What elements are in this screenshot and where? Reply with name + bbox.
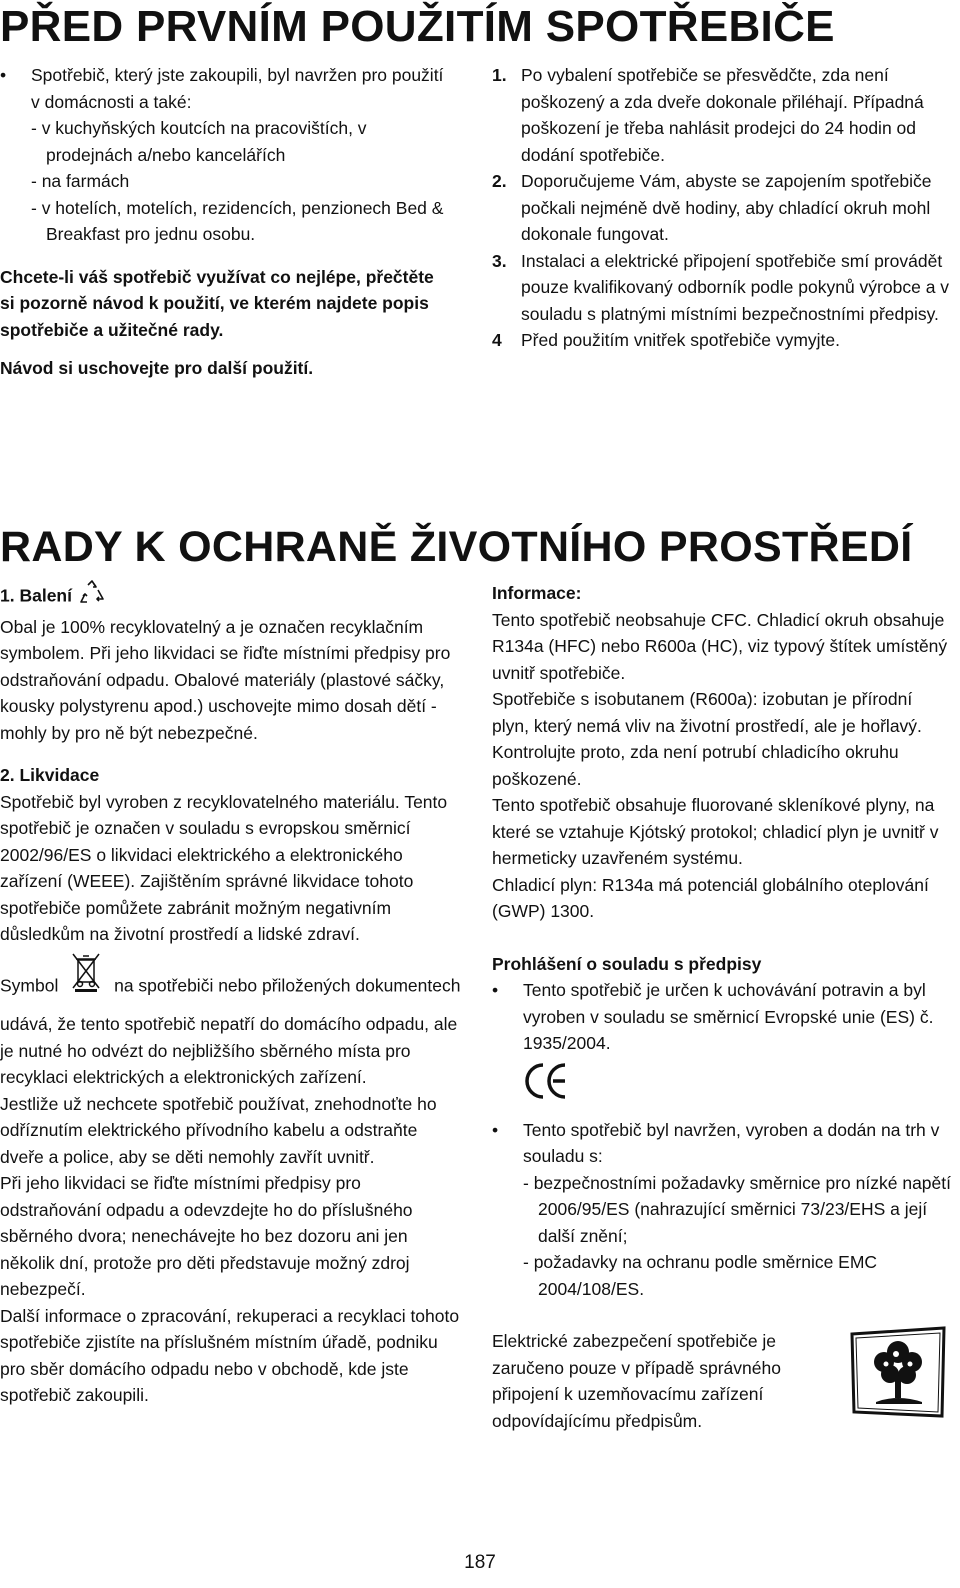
numbered-item	[492, 248, 952, 328]
list-item: - v kuchyňských koutcích na pracovištích, v prodejnách a/nebo kancelářích	[31, 118, 367, 165]
disposal-text: Spotřebič byl vyroben z recyklovatelného materiálu. Tento spotřebič je označen v souladu s evropskou směrnicí 2002/96/ES o likvidaci elektrického a elektronického zařízení (WEEE). Zajištěním správné likvidace tohoto spotřebiče pomůžete zabránit možným negativním důsledkům na životní prostředí a lidské zdraví.	[0, 791, 448, 944]
collection-text: Při jeho likvidaci se řiďte místními předpisy pro odstraňování odpadu a odevzdejte ho do příslušného sběrného dvora; nenechávejte ho bez dozoru ani jen několik dní, protože pro děti představuje možný zdroj nebezpečí.	[0, 1173, 413, 1299]
symbol-word: Symbol	[0, 974, 59, 995]
electrical-safety-block	[492, 1328, 954, 1434]
ce-mark-icon	[523, 1061, 571, 1109]
section1-left-column	[0, 62, 450, 382]
item-number: 4	[492, 330, 502, 350]
recycle-icon	[77, 580, 107, 614]
packaging-heading-row	[0, 580, 462, 614]
packaging-heading: 1. Balení	[0, 585, 72, 606]
section1-right-column	[492, 62, 952, 354]
cut-cable-text: Jestliže už nechcete spotřebič používat, znehodnoťte ho odříznutím elektrického přívodního kabelu a odstraňte dveře a police, aby se děti nemohly zavřít uvnitř.	[0, 1093, 437, 1167]
item-number: 3.	[492, 250, 507, 271]
conformity-text: Tento spotřebič je určen k uchovávání potravin a byl vyroben v souladu se směrnicí Evropské unie (ES) č. 1935/2004.	[523, 980, 934, 1053]
info-paragraph: Chladicí plyn: R134a má potenciál globálního oteplování (GWP) 1300.	[492, 874, 929, 921]
directive-item: - bezpečnostními požadavky směrnice pro nízké napětí 2006/95/ES (nahrazující směrnici 73/23/EHS a její další znění;	[523, 1172, 951, 1246]
conformity-bullet	[492, 1117, 954, 1303]
info-heading: Informace:	[492, 583, 582, 603]
conformity-heading: Prohlášení o souladu s předpisy	[492, 953, 762, 974]
list-item: - v hotelích, motelích, rezidencích, penzionech Bed & Breakfast pro jednu osobu.	[31, 197, 444, 244]
item-number: 2.	[492, 171, 507, 191]
item-number: 1.	[492, 65, 507, 85]
symbol-text: na spotřebiči nebo přiložených dokumentech udává, že tento spotřebič nepatří do domácího odpadu, ale je nutné ho odvézt do nejbližšího sběrného místa pro recyklaci elektrických a elektronických zařízení.	[0, 974, 461, 1087]
item-text: Doporučujeme Vám, abyste se zapojením spotřebiče počkali nejméně dvě hodiny, aby chladící okruh mohl dokonale fungovat.	[521, 171, 932, 244]
info-paragraph: Tento spotřebič obsahuje fluorované skleníkové plyny, na které se vztahuje Kjótský protokol; chladicí plyn je uvnitř v hermeticky uzavřeném systému.	[492, 795, 939, 868]
numbered-item	[492, 168, 952, 248]
section-title-environment: RADY K OCHRANĚ ŽIVOTNÍHO PROSTŘEDÍ	[0, 523, 913, 571]
item-text: Před použitím vnitřek spotřebiče vymyjte.	[521, 330, 841, 350]
page-title-before-first-use: PŘED PRVNÍM POUŽITÍM SPOTŘEBIČE	[0, 2, 835, 51]
electrical-safety-text: Elektrické zabezpečení spotřebiče je zaručeno pouze v případě správného připojení k uzemňovacímu zařízení odpovídajícímu předpisům.	[492, 1331, 781, 1431]
section2-left-column	[0, 580, 462, 1409]
intro-text: • Spotřebič, který jste zakoupili, byl navržen pro použití v domácnosti a také:	[31, 65, 444, 112]
item-text: Instalaci a elektrické připojení spotřebiče smí provádět pouze kvalifikovaný odborník podle pokynů výrobce a v souladu s platnými místními bezpečnostními předpisy.	[521, 250, 950, 324]
crossed-out-bin-icon	[69, 950, 103, 1000]
conformity-text: • Tento spotřebič byl navržen, vyroben a dodán na trh v souladu s:	[523, 1119, 940, 1166]
page-number: 187	[464, 1552, 496, 1573]
tree-logo-icon	[846, 1324, 950, 1428]
conformity-bullet	[492, 977, 954, 1057]
keep-manual-note: Návod si uschovejte pro další použití.	[0, 358, 314, 378]
directive-item: - požadavky na ochranu podle směrnice EMC 2004/108/ES.	[523, 1252, 878, 1299]
list-item: - na farmách	[31, 171, 130, 191]
ce-mark-row	[492, 1061, 954, 1111]
numbered-item	[492, 327, 952, 354]
section2-right-column	[492, 580, 954, 1434]
symbol-paragraph	[0, 962, 462, 1091]
disposal-heading: 2. Likvidace	[0, 765, 100, 785]
packaging-text: Obal je 100% recyklovatelný a je označen recyklačním symbolem. Při jeho likvidaci se řiďte místními předpisy pro odstraňování odpadu. Obalové materiály (plastové sáčky, kousky polystyrenu apod.) uschovejte mimo dosah dětí - mohly by pro ně být nebezpečné.	[0, 616, 451, 743]
info-paragraph: Spotřebiče s isobutanem (R600a): izobutan je přírodní plyn, který nemá vliv na životní prostředí, ale je hořlavý. Kontrolujte proto, zda není potrubí chladicího okruhu poškozené.	[492, 689, 922, 789]
further-info-text: Další informace o zpracování, rekuperaci a recyklaci tohoto spotřebiče zjistíte na příslušném místním úřadě, podniku pro sběr domácího odpadu nebo v obchodě, kde jste spotřebič zakoupili.	[0, 1305, 460, 1405]
numbered-item	[492, 62, 952, 168]
intro-bullet	[0, 62, 450, 248]
read-manual-note: Chcete-li váš spotřebič využívat co nejlépe, přečtěte si pozorně návod k použití, ve kterém najdete popis spotřebiče a užitečné rady.	[0, 266, 434, 340]
item-text: Po vybalení spotřebiče se přesvědčte, zda není poškozený a zda dveře dokonale přiléhají. Případná poškození je třeba nahlásit prodejci do 24 hodin od dodání spotřebiče.	[521, 65, 924, 165]
info-paragraph: Tento spotřebič neobsahuje CFC. Chladicí okruh obsahuje R134a (HFC) nebo R600a (HC), viz typový štítek umístěný uvnitř spotřebiče.	[492, 609, 948, 683]
